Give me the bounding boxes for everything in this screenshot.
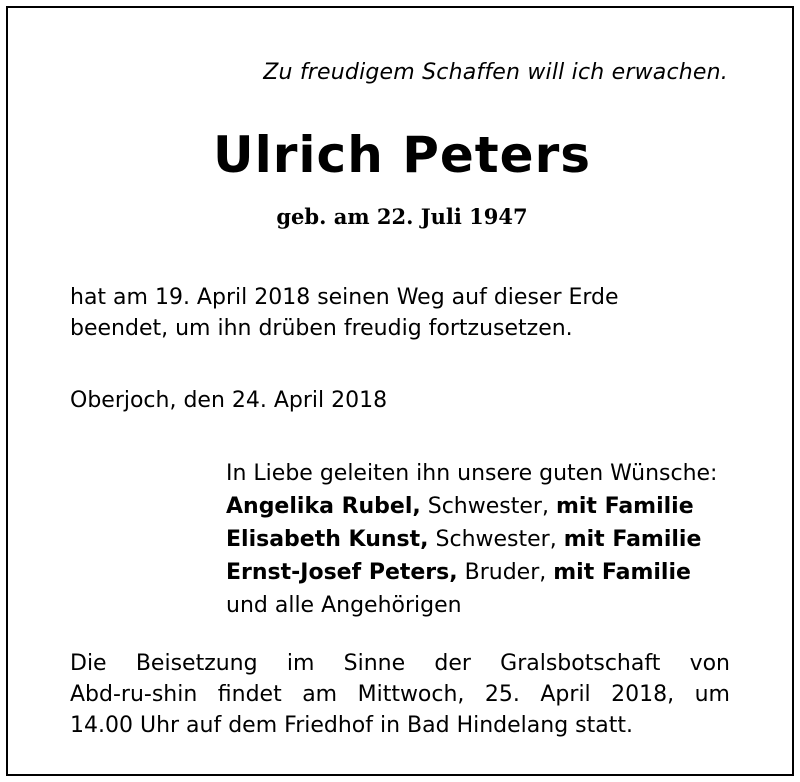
funeral-line-3: 14.00 Uhr auf dem Friedhof in Bad Hindelang statt. (70, 713, 633, 738)
place-date: Oberjoch, den 24. April 2018 (70, 388, 388, 413)
mourners-intro: In Liebe geleiten ihn unsere guten Wünsche: (226, 461, 718, 486)
mourners-closing: und alle Angehörigen (226, 593, 462, 618)
mourner-suffix: mit Familie (563, 527, 702, 552)
mourner-name: Angelika Rubel (226, 494, 413, 519)
death-line-1: hat am 19. April 2018 seinen Weg auf dieser Erde (70, 285, 619, 310)
deceased-name: Ulrich Peters (213, 126, 591, 184)
birth-date: geb. am 22. Juli 1947 (276, 204, 528, 229)
mourners-block (226, 457, 717, 622)
funeral-line-2: Abd-ru-shin findet am Mittwoch, 25. April 2018, um (70, 682, 730, 707)
funeral-notice (70, 648, 730, 741)
funeral-line-1: Die Beisetzung im Sinne der Gralsbotschaft von (70, 651, 730, 676)
obituary-frame (6, 6, 794, 776)
mourner-sep: , (449, 560, 458, 585)
mourner-sep: , (412, 494, 421, 519)
motto-quote: Zu freudigem Schaffen will ich erwachen. (263, 60, 728, 85)
mourner-suffix: mit Familie (553, 560, 691, 585)
death-line-2: beendet, um ihn drüben freudig fortzusetzen. (70, 316, 573, 341)
mourner-relation: Bruder, (457, 560, 554, 585)
death-announcement (70, 282, 619, 344)
mourner-row (226, 556, 717, 589)
mourner-suffix: mit Familie (555, 494, 694, 519)
mourner-name: Ernst-Josef Peters (226, 560, 450, 585)
mourner-row (226, 523, 717, 556)
mourner-sep: , (420, 527, 429, 552)
mourner-row (226, 490, 717, 523)
mourner-relation: Schwester, (428, 527, 564, 552)
mourner-relation: Schwester, (420, 494, 556, 519)
mourner-name: Elisabeth Kunst (226, 527, 421, 552)
